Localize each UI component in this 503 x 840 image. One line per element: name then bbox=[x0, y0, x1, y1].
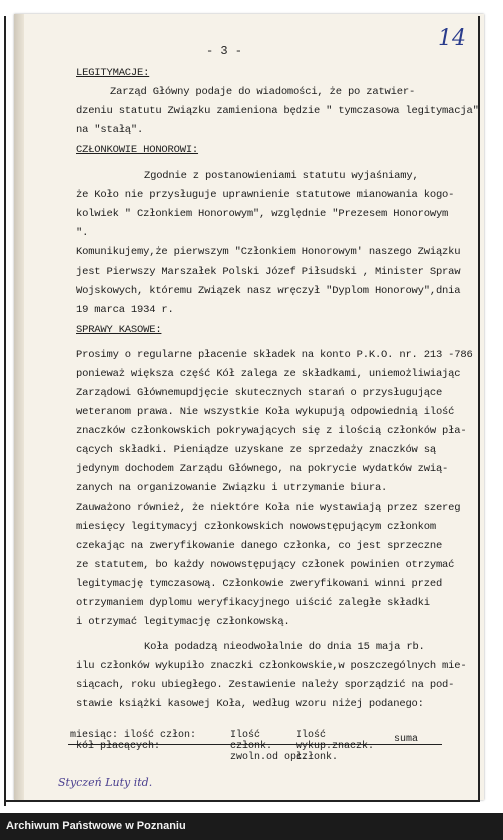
text-line: weteranom prawa. Nie wszystkie Koła wykupują odpowiednią ilość bbox=[76, 406, 455, 418]
text-line: Komunikujemy,że pierwszym "Członkiem Honorowym' naszego Związku bbox=[76, 246, 461, 258]
text-line: że Koło nie przysługuje uprawnienie statutowe mianowania kogo- bbox=[76, 189, 455, 201]
text-line: Zauważono również, że niektóre Koła nie wystawiają przez szereg bbox=[76, 502, 461, 514]
page-number: - 3 - bbox=[206, 44, 243, 58]
section-heading: LEGITYMACJE: bbox=[76, 67, 150, 79]
section-heading: SPRAWY KASOWE: bbox=[76, 324, 162, 336]
text-line: Koła podadzą nieodwołalnie do dnia 15 maja rb. bbox=[144, 641, 425, 653]
text-line: zanych na organizowanie Związku i utrzymanie biura. bbox=[76, 482, 388, 494]
folio-number: 14 bbox=[438, 26, 466, 51]
handwritten-note: Styczeń Luty itd. bbox=[58, 776, 153, 789]
text-line: Zarząd Główny podaje do wiadomości, że po zatwier- bbox=[110, 86, 416, 98]
text-line: stawie książki kasowej Koła, według wzoru niżej podanego: bbox=[76, 698, 424, 710]
page-binding-edge bbox=[14, 14, 24, 800]
text-line: 19 marca 1934 r. bbox=[76, 304, 174, 316]
frame-left-line bbox=[4, 16, 6, 806]
table-column-header: Ilość wykup.znaczk. członk. bbox=[296, 730, 375, 763]
frame-right-line bbox=[478, 16, 480, 802]
text-line: znaczków członkowskich pokrywających się z ilością członków pła- bbox=[76, 425, 467, 437]
text-line: legitymację tymczasową. Członkowie zweryfikowani winni przed bbox=[76, 578, 443, 590]
text-line: Zarządowi Głównemupdjęcie skutecznych starań o przysługujące bbox=[76, 387, 443, 399]
table-column-header: suma bbox=[394, 734, 419, 745]
text-line: ze statutem, bo każdy nowowstępujący członek powinien otrzymać bbox=[76, 559, 455, 571]
text-line: ". bbox=[76, 227, 89, 239]
text-line: jedynym dochodem Zarządu Głównego, na pokrycie wydatków zwią- bbox=[76, 463, 449, 475]
text-line: otrzymaniem dyplomu weryfikacyjnego uiścić zaległe składki bbox=[76, 597, 430, 609]
text-line: Prosimy o regularne płacenie składek na konto P.K.O. nr. 213 -786 bbox=[76, 349, 473, 361]
text-line: na "stałą". bbox=[76, 124, 144, 136]
text-line: czekając na zweryfikowanie danego członka, co jest sprzeczne bbox=[76, 540, 443, 552]
text-line: ilu członków wykupiło znaczki członkowskie,w poszczególnych mie- bbox=[76, 660, 467, 672]
frame-bottom-line bbox=[4, 800, 480, 802]
text-line: ponieważ większa część Kół zalega ze składkami, uniemożliwiając bbox=[76, 368, 461, 380]
text-line: Wojskowych, któremu Związek nasz wręczył "Dyplom Honorowy",dnia bbox=[76, 285, 461, 297]
text-line: dzeniu statutu Związku zamieniona będzie " tymczasowa legitymacja" bbox=[76, 105, 479, 117]
table-column-header: miesiąc: ilość człon: kół płacących: bbox=[70, 730, 197, 752]
archive-footer-label: Archiwum Państwowe w Poznaniu bbox=[6, 820, 186, 832]
text-line: miesięcy legitymacyj członkowskich nowowstępującym członkom bbox=[76, 521, 436, 533]
table-column-header: Ilość członk. zwoln.od opł. bbox=[230, 730, 309, 763]
text-line: kolwiek " Członkiem Honorowym", względnie "Prezesem Honorowym bbox=[76, 208, 449, 220]
text-line: Zgodnie z postanowieniami statutu wyjaśniamy, bbox=[144, 170, 419, 182]
text-line: siącach, roku ubiegłego. Zestawienie należy sporządzić na pod- bbox=[76, 679, 455, 691]
text-line: i otrzymać legitymację członkowską. bbox=[76, 616, 290, 628]
section-heading: CZŁONKOWIE HONOROWI: bbox=[76, 144, 199, 156]
text-line: cących składki. Pieniądze uzyskane ze sprzedaży znaczków są bbox=[76, 444, 436, 456]
text-line: jest Pierwszy Marszałek Polski Józef Piłsudski , Minister Spraw bbox=[76, 266, 461, 278]
archive-footer-bar bbox=[0, 813, 503, 840]
